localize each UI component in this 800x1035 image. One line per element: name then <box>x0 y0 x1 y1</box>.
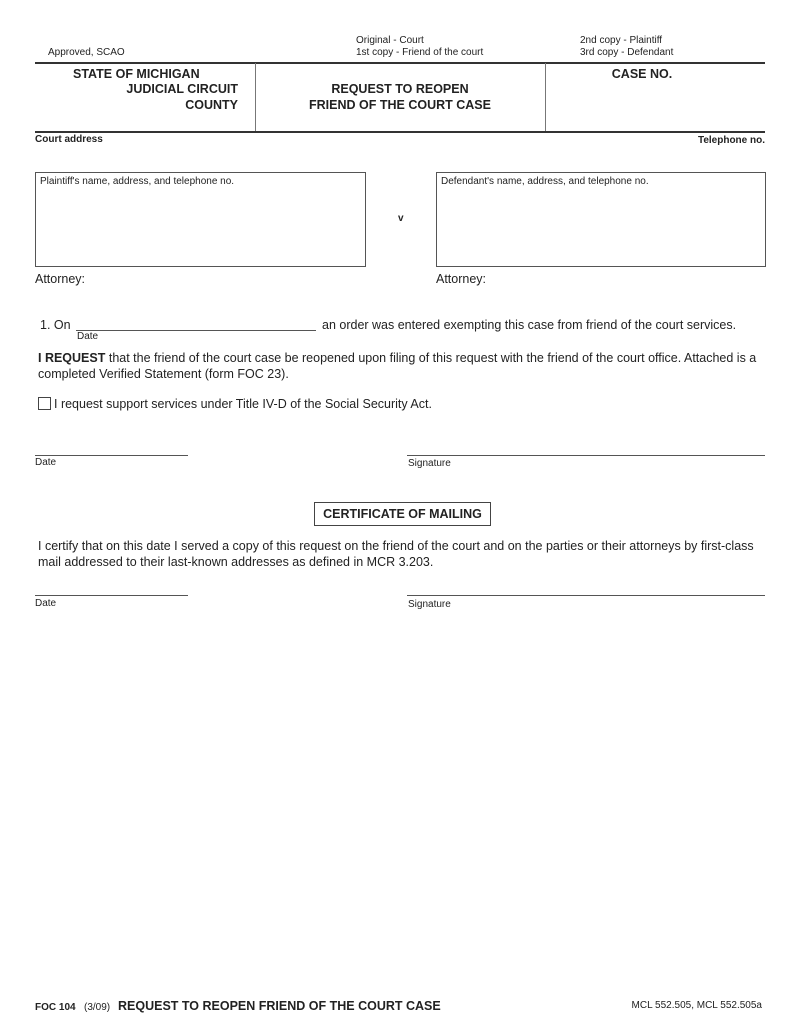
signature-line-1[interactable] <box>407 455 765 456</box>
form-revision: (3/09) <box>84 1002 111 1013</box>
form-number: FOC 104 <box>35 1002 76 1013</box>
case-no-label: CASE NO. <box>611 67 673 81</box>
versus: v <box>398 213 404 224</box>
certificate-title: CERTIFICATE OF MAILING <box>314 502 491 526</box>
header-top-rule <box>35 62 765 64</box>
case-no-input[interactable] <box>560 86 754 118</box>
item1-date-label: Date <box>77 331 99 342</box>
item1-prefix: 1. On <box>40 318 71 332</box>
plaintiff-box[interactable] <box>35 172 366 267</box>
date-label-2: Date <box>35 598 57 609</box>
header-bottom-rule <box>35 131 765 133</box>
statute-reference: MCL 552.505, MCL 552.505a <box>631 1000 762 1011</box>
copy-third: 3rd copy - Defendant <box>580 47 674 58</box>
request-paragraph <box>38 350 766 382</box>
item1-suffix: an order was entered exempting this case from friend of the court services. <box>322 318 737 332</box>
judicial-circuit: JUDICIAL CIRCUIT <box>126 82 238 96</box>
copy-second: 2nd copy - Plaintiff <box>580 35 663 46</box>
signature-label-2: Signature <box>408 599 451 610</box>
plaintiff-label: Plaintiff's name, address, and telephone no. <box>40 176 235 187</box>
date-line-2[interactable] <box>35 595 188 596</box>
court-address-label: Court address <box>35 134 103 145</box>
form-title-2: FRIEND OF THE COURT CASE <box>309 98 491 112</box>
defendant-attorney-label: Attorney: <box>436 272 487 286</box>
signature-label-1: Signature <box>408 458 451 469</box>
checkbox-label: I request support services under Title IV-D of the Social Security Act. <box>54 397 432 411</box>
county: COUNTY <box>185 98 238 112</box>
defendant-label: Defendant's name, address, and telephone no. <box>441 176 649 187</box>
date-label-1: Date <box>35 457 57 468</box>
state-of-michigan: STATE OF MICHIGAN <box>73 67 200 81</box>
plaintiff-attorney-label: Attorney: <box>35 272 86 286</box>
copy-original: Original - Court <box>356 35 424 46</box>
title-iv-d-checkbox[interactable] <box>38 397 51 410</box>
date-line-1[interactable] <box>35 455 188 456</box>
certificate-text: I certify that on this date I served a copy of this request on the friend of the court and on the parties or their attorneys by first-class mail addressed to their last-known addresses as defined in MCR 3.203. <box>38 539 754 569</box>
request-bold: I REQUEST <box>38 351 106 365</box>
defendant-box[interactable] <box>436 172 766 267</box>
request-text: that the friend of the court case be reopened upon filing of this request with the friend of the court office. Attached is a completed Verified Statement (form FOC 23). <box>38 351 757 381</box>
signature-line-2[interactable] <box>407 595 765 596</box>
telephone-label: Telephone no. <box>697 135 765 146</box>
item1-date-line[interactable] <box>76 330 316 331</box>
copy-first: 1st copy - Friend of the court <box>356 47 484 58</box>
approved-scao: Approved, SCAO <box>48 47 125 58</box>
form-title-1: REQUEST TO REOPEN <box>331 82 469 96</box>
footer-title: REQUEST TO REOPEN FRIEND OF THE COURT CASE <box>118 999 441 1013</box>
